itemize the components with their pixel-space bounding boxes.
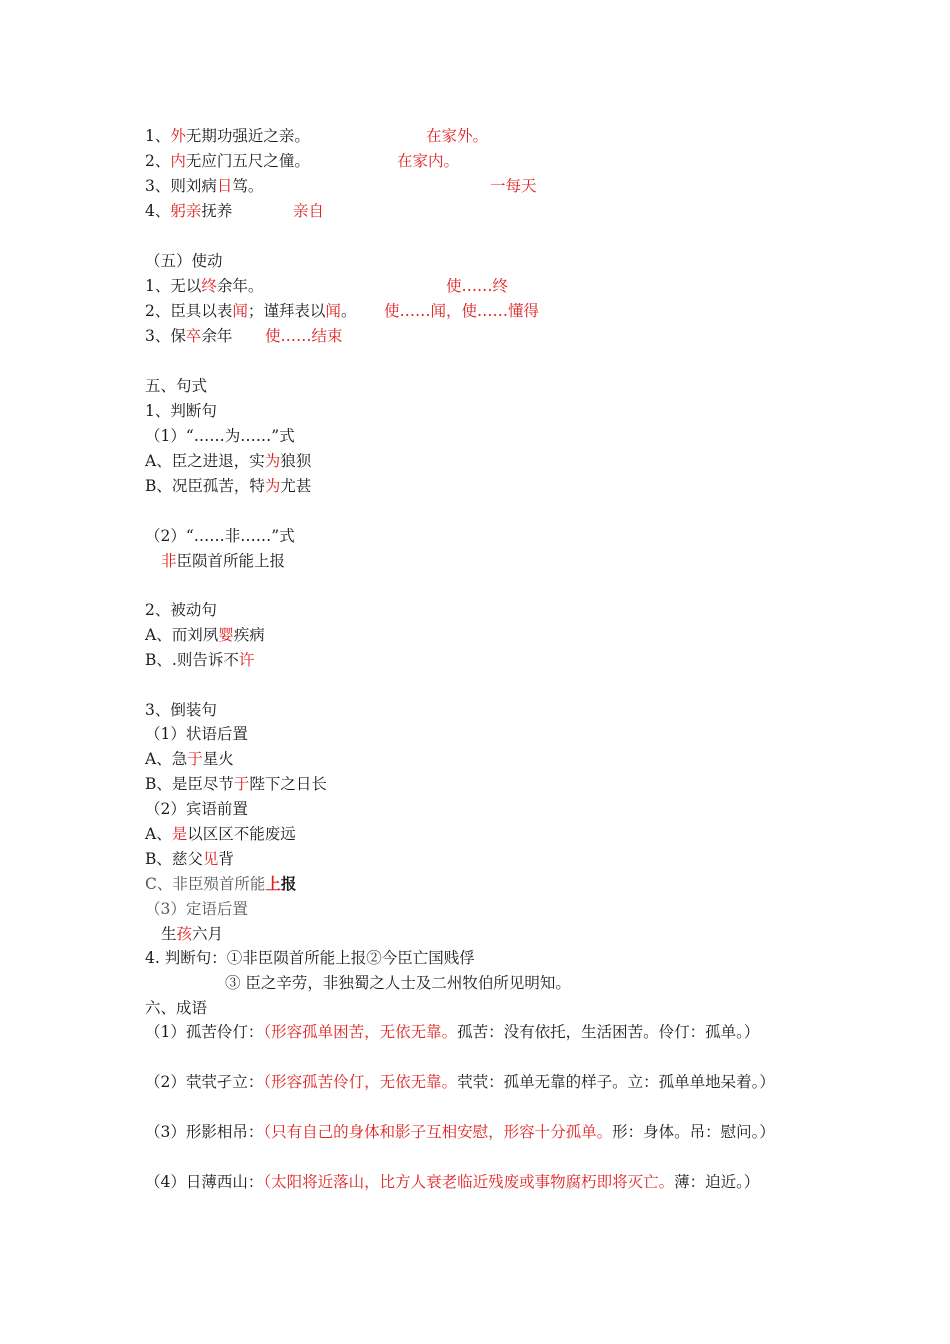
idiom-item-4: （4）日薄西山：（太阳将近落山，比方人衰老临近残废或事物腐朽即将灭亡。薄：迫近。） xyxy=(145,1173,760,1191)
inversion-2-b: B、慈父见背 xyxy=(145,850,234,868)
judgment-heading: 1、判断句 xyxy=(145,402,217,420)
passive-heading: 2、被动句 xyxy=(145,601,217,619)
judgment-summary-1: 4. 判断句：①非臣陨首所能上报②今臣亡国贱俘 xyxy=(145,949,475,967)
answer-1: 在家外。 xyxy=(426,127,489,145)
judgment-summary-2: ③ 臣之辛劳，非独蜀之人士及二州牧伯所见明知。 xyxy=(225,974,571,992)
causative-answer-3: 使……结束 xyxy=(265,327,343,345)
answer-4: 亲自 xyxy=(293,202,325,220)
idiom-item-1: （1）孤苦伶仃：（形容孤单困苦，无依无靠。孤苦：没有依托，生活困苦。伶仃：孤单。） xyxy=(145,1023,760,1041)
judgment-1-a: A、臣之进退，实为狼狈 xyxy=(145,452,312,470)
inversion-3-heading: （3）定语后置 xyxy=(145,900,248,918)
inversion-2-heading: （2）宾语前置 xyxy=(145,800,248,818)
judgment-2-line: 非臣陨首所能上报 xyxy=(161,552,286,570)
causative-answer-2: 使……闻，使……懂得 xyxy=(384,302,540,320)
idiom-item-2: （2）茕茕孑立：（形容孤苦伶仃，无依无靠。茕茕：孤单无靠的样子。立：孤单单地呆着。） xyxy=(145,1073,775,1091)
inversion-3-line: 生孩六月 xyxy=(161,925,224,943)
inversion-1-heading: （1）状语后置 xyxy=(145,725,248,743)
item-line-2: 2、内无应门五尺之僮。 xyxy=(145,152,310,170)
causative-answer-1: 使……终 xyxy=(446,277,509,295)
inversion-2-a: A、是以区区不能废远 xyxy=(145,825,296,843)
inversion-1-a: A、急于星火 xyxy=(145,750,234,768)
sentences-heading: 五、句式 xyxy=(145,377,208,395)
answer-2: 在家内。 xyxy=(397,152,460,170)
causative-line-3: 3、保卒余年 xyxy=(145,327,233,345)
judgment-2-heading: （2）“……非……”式 xyxy=(145,527,295,545)
inversion-heading: 3、倒装句 xyxy=(145,701,217,719)
judgment-1-heading: （1）“……为……”式 xyxy=(145,427,295,445)
causative-heading: （五）使动 xyxy=(145,252,223,270)
inversion-2-c: C、非臣殒首所能上报 xyxy=(145,874,297,893)
answer-3: 一每天 xyxy=(490,177,537,195)
idiom-item-3: （3）形影相吊：（只有自己的身体和影子互相安慰，形容十分孤单。形：身体。吊：慰问。） xyxy=(145,1123,775,1141)
passive-a: A、而刘夙婴疾病 xyxy=(145,626,265,644)
passive-b: B、.则告诉不许 xyxy=(145,651,255,669)
judgment-1-b: B、况臣孤苦，特为尤甚 xyxy=(145,477,312,495)
item-line-3: 3、则刘病日笃。 xyxy=(145,177,264,195)
item-line-4: 4、躬亲抚养 xyxy=(145,202,233,220)
causative-line-2: 2、臣具以表闻；谨拜表以闻。 xyxy=(145,302,357,320)
inversion-1-b: B、是臣尽节于陛下之日长 xyxy=(145,775,327,793)
causative-line-1: 1、无以终余年。 xyxy=(145,277,264,295)
idioms-heading: 六、成语 xyxy=(145,999,208,1017)
item-line-1: 1、外无期功强近之亲。 xyxy=(145,127,310,145)
